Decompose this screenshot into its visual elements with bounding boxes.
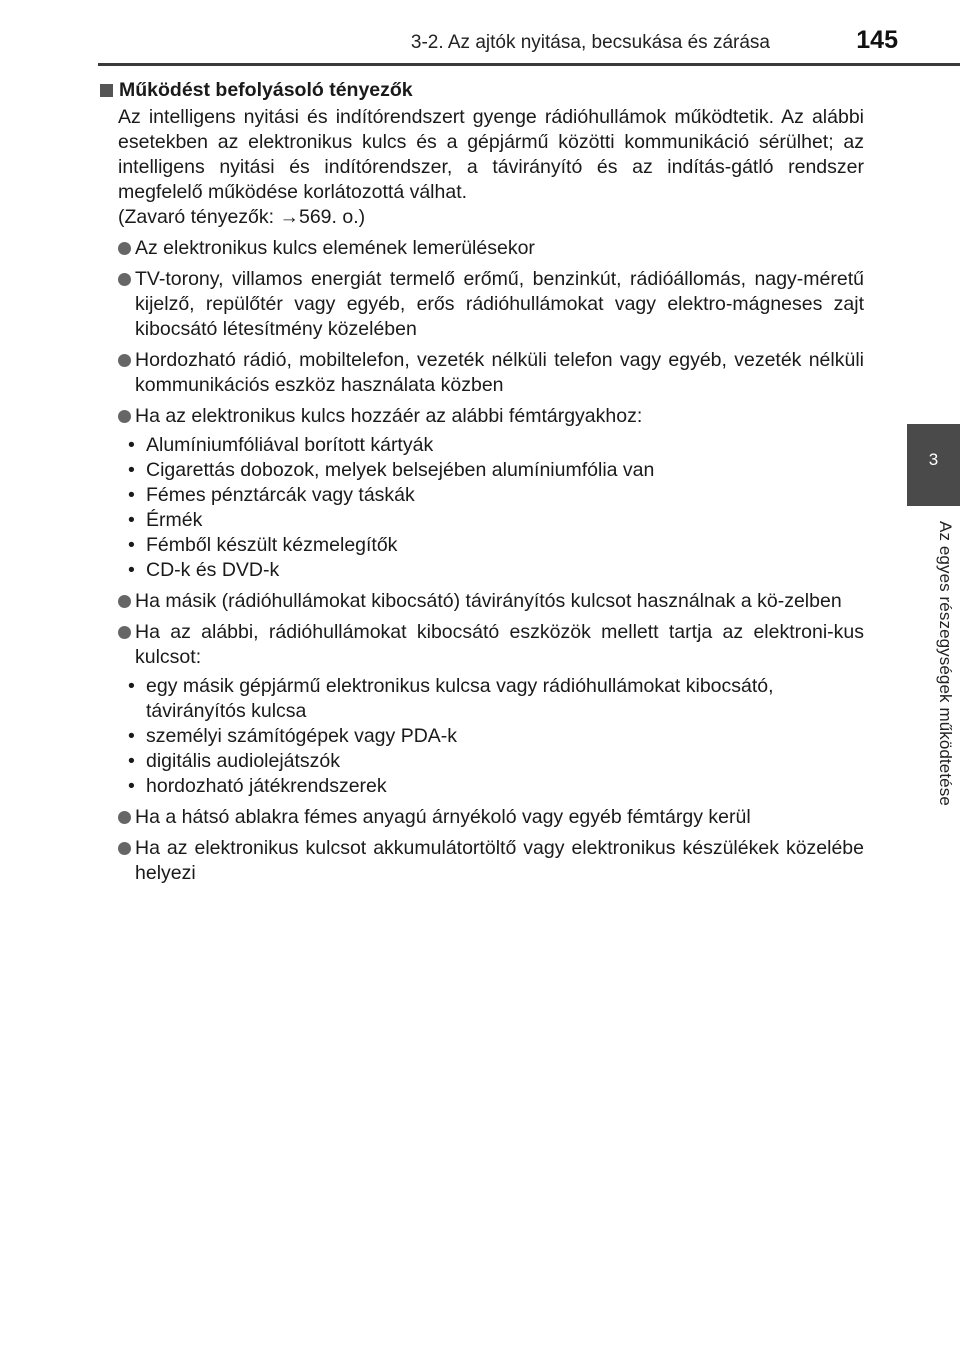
sub-list-item xyxy=(128,508,864,533)
round-bullet-icon xyxy=(118,354,131,367)
list-item-body xyxy=(135,404,864,429)
small-bullet-icon: • xyxy=(128,534,135,556)
sub-list-item xyxy=(128,749,864,774)
page-number: 145 xyxy=(856,26,898,54)
sub-list xyxy=(128,433,864,583)
sub-list-item xyxy=(128,724,864,749)
list-item xyxy=(98,236,864,261)
chapter-title: Az egyes részegységek működtetése xyxy=(936,521,955,806)
sub-list-item xyxy=(128,674,864,724)
small-bullet-icon: • xyxy=(128,675,135,697)
list-item-body xyxy=(135,589,864,614)
sub-list-item-text: hordozható játékrendszerek xyxy=(146,775,387,797)
sub-list-item-text: Érmék xyxy=(146,509,203,531)
header-title: 3-2. Az ajtók nyitása, becsukása és zárása xyxy=(410,32,770,53)
list-item-text: Az elektronikus kulcs elemének lemerülésekor xyxy=(135,237,535,259)
round-bullet-icon xyxy=(118,595,131,608)
list-item-body xyxy=(135,620,864,670)
reference-text: (Zavaró tényezők: →569. o.) xyxy=(118,206,366,228)
list-item xyxy=(98,620,864,670)
list-item-text: TV-torony, villamos energiát termelő erőmű, benzinkút, rádióállomás, nagy-méretű kijelző, repülőtér vagy egyéb, erős rádióhullámokat vagy elektro-mágneses zajt kibocsátó létesítmény közelében xyxy=(135,268,864,340)
sub-list-item xyxy=(128,558,864,583)
sub-list-item xyxy=(128,483,864,508)
sub-list-item xyxy=(128,533,864,558)
sub-list-item-text: Alumíniumfóliával borított kártyák xyxy=(146,434,434,456)
section-heading xyxy=(98,78,864,103)
list-item-body xyxy=(135,805,864,830)
small-bullet-icon: • xyxy=(128,725,135,747)
sub-list-item xyxy=(128,774,864,799)
list-item xyxy=(98,348,864,398)
round-bullet-icon xyxy=(118,410,131,423)
list-item xyxy=(98,805,864,830)
list-item-body xyxy=(135,267,864,342)
sub-list-item-text: személyi számítógépek vagy PDA-k xyxy=(146,725,458,747)
round-bullet-icon xyxy=(118,842,131,855)
list-item-text: Ha másik (rádióhullámokat kibocsátó) távirányítós kulcsot használnak a kö-zelben xyxy=(135,590,842,612)
sub-list-item-text: digitális audiolejátszók xyxy=(146,750,341,772)
page-header xyxy=(98,26,898,56)
sub-list-item-text: egy másik gépjármű elektronikus kulcsa vagy rádióhullámokat kibocsátó, távirányítós kulcsa xyxy=(146,675,774,722)
list-item xyxy=(98,404,864,429)
intro-paragraph: Az intelligens nyitási és indítórendszert gyenge rádióhullámok működtetik. Az alábbi esetekben az elektronikus kulcs és a gépjármű közötti kommunikáció sérülhet; az intelligens nyitási és indítórendszer, a távirányító és az indítás-gátló rendszer megfelelő működése korlátozottá válhat. xyxy=(118,106,864,203)
small-bullet-icon: • xyxy=(128,484,135,506)
list-item-body xyxy=(135,348,864,398)
list-item-text: Ha az elektronikus kulcs hozzáér az alábbi fémtárgyakhoz: xyxy=(135,405,643,427)
small-bullet-icon: • xyxy=(128,750,135,772)
section-intro xyxy=(118,105,864,230)
list-item-body xyxy=(135,236,864,261)
small-bullet-icon: • xyxy=(128,559,135,581)
sub-list xyxy=(128,674,864,799)
small-bullet-icon: • xyxy=(128,775,135,797)
round-bullet-icon xyxy=(118,626,131,639)
list-item xyxy=(98,589,864,614)
sub-list-item xyxy=(128,458,864,483)
round-bullet-icon xyxy=(118,811,131,824)
sub-list-item-text: Fémes pénztárcák vagy táskák xyxy=(146,484,415,506)
page-content xyxy=(98,78,864,886)
bullet-list xyxy=(98,236,864,886)
round-bullet-icon xyxy=(118,273,131,286)
round-bullet-icon xyxy=(118,242,131,255)
sub-list-item-text: Fémből készült kézmelegítők xyxy=(146,534,398,556)
small-bullet-icon: • xyxy=(128,434,135,456)
chapter-tab xyxy=(907,424,960,506)
small-bullet-icon: • xyxy=(128,509,135,531)
list-item xyxy=(98,267,864,342)
list-item xyxy=(98,836,864,886)
section-heading-text: Működést befolyásoló tényezők xyxy=(119,79,413,101)
square-bullet-icon xyxy=(100,84,113,97)
sub-list-item-text: CD-k és DVD-k xyxy=(146,559,280,581)
chapter-number: 3 xyxy=(928,450,939,469)
sub-list-item-text: Cigarettás dobozok, melyek belsejében alumíniumfólia van xyxy=(146,459,655,481)
small-bullet-icon: • xyxy=(128,459,135,481)
list-item-text: Ha az alábbi, rádióhullámokat kibocsátó eszközök mellett tartja az elektroni-kus kulcsot: xyxy=(135,621,864,668)
list-item-text: Ha az elektronikus kulcsot akkumulátortöltő vagy elektronikus készülékek közelébe helyezi xyxy=(135,837,864,884)
list-item-body xyxy=(135,836,864,886)
sub-list-item xyxy=(128,433,864,458)
list-item-text: Hordozható rádió, mobiltelefon, vezeték nélküli telefon vagy egyéb, vezeték nélküli kommunikációs eszköz használata közben xyxy=(135,349,864,396)
header-rule xyxy=(98,63,960,66)
list-item-text: Ha a hátsó ablakra fémes anyagú árnyékoló vagy egyéb fémtárgy kerül xyxy=(135,806,751,828)
